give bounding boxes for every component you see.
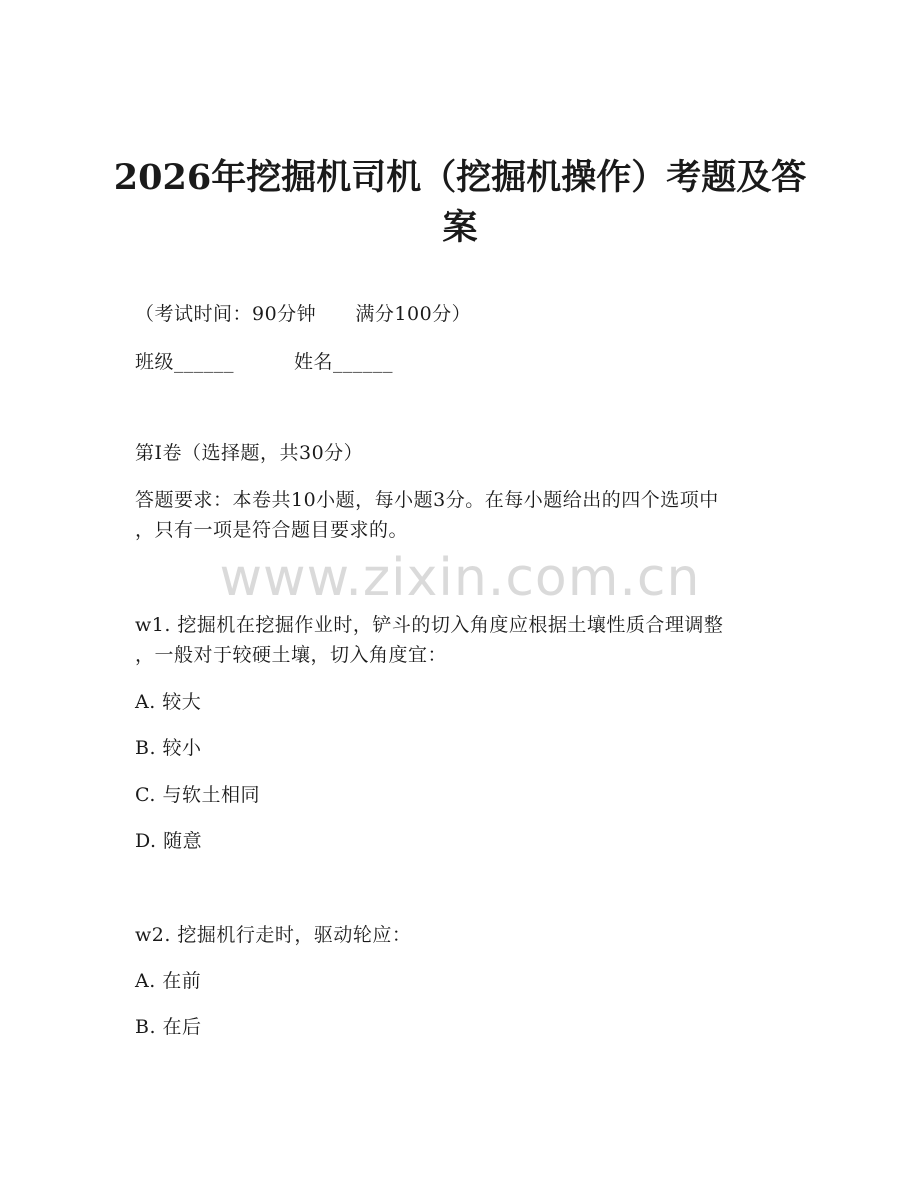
option-d: D. 随意: [135, 830, 203, 852]
name-field-label: 姓名______: [294, 351, 394, 373]
question-stem-line-1: w2. 挖掘机行走时，驱动轮应：: [135, 924, 412, 946]
instructions-line-2: ，只有一项是符合题目要求的。: [135, 519, 409, 541]
option-c: C. 与软土相同: [135, 784, 260, 806]
section-heading: 第Ⅰ卷（选择题，共30分）: [135, 442, 364, 464]
instructions-line-1: 答题要求：本卷共10小题，每小题3分。在每小题给出的四个选项中: [135, 489, 719, 511]
document-title-line-2: 案: [442, 207, 478, 248]
watermark: www.zixin.com.cn: [219, 548, 701, 608]
question-stem-line-2: ，一般对于较硬土壤，切入角度宜：: [135, 644, 448, 666]
document-title-line-1: 2026年挖掘机司机（挖掘机操作）考题及答: [113, 157, 807, 198]
option-a: A. 在前: [135, 970, 202, 992]
option-a: A. 较大: [135, 691, 202, 713]
option-b: B. 在后: [135, 1016, 202, 1038]
question-stem-line-1: w1. 挖掘机在挖掘作业时，铲斗的切入角度应根据土壤性质合理调整: [135, 614, 724, 636]
class-field-label: 班级______: [135, 351, 235, 373]
exam-info: （考试时间：90分钟 满分100分）: [135, 303, 472, 325]
option-b: B. 较小: [135, 737, 202, 759]
